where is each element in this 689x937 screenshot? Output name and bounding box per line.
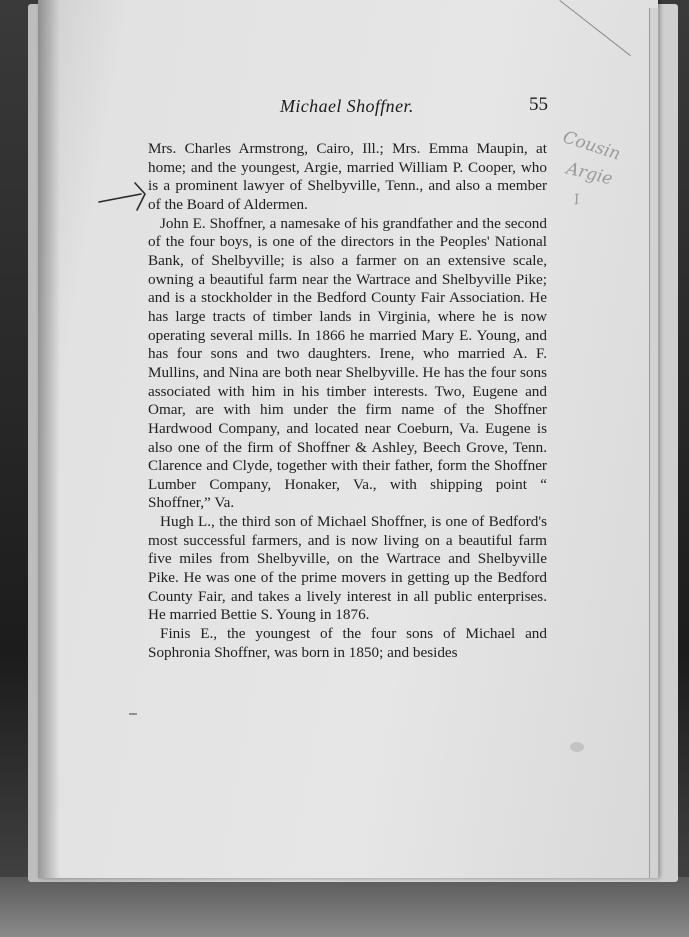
margin-note-line-3: I (572, 191, 581, 209)
page-number: 55 (529, 94, 548, 115)
paragraph-1: Mrs. Charles Armstrong, Cairo, Ill.; Mrs. Emma Maupin, at home; and the youngest, Argie, married William P. Cooper, who is a prominent lawyer of Shelbyville, Tenn., and also a member of the Board of Aldermen. (148, 140, 547, 213)
paragraph-3: Hugh L., the third son of Michael Shoffner, is one of Bedford's most successful farmers, and is now living on a beautiful farm five miles from Shelbyville, on the Wartrace and Shelbyville Pike. He was one of the prime movers in getting up the Bedford County Fair, and takes a lively interest in all public enterprises. He married Bettie S. Young in 1876. (148, 513, 547, 624)
page-edge (649, 8, 659, 878)
gutter-shadow (38, 0, 60, 878)
body-text (148, 140, 547, 662)
paragraph-4: Finis E., the youngest of the four sons of Michael and Sophronia Shoffner, was born in 1850; and besides (148, 625, 547, 661)
margin-note-line-1: Cousin (560, 127, 623, 165)
handwritten-arrow-icon (95, 180, 155, 212)
paper-spot (570, 742, 584, 752)
pencil-margin-note (560, 127, 630, 220)
paragraph-2: John E. Shoffner, a namesake of his grandfather and the second of the four boys, is one of the directors in the Peoples' National Bank, of Shelbyville; is also a farmer on an extensive scale, owning a beautiful farm near the Wartrace and Shelbyville Pike; and is a stockholder in the Bedford County Fair Association. He has large tracts of timber lands in Virginia, where he is now operating several mills. In 1866 he married Mary E. Young, and has four sons and two daughters. Irene, who married A. F. Mullins, and Nina are both near Shelbyville. He has the four sons associated with him in his timber interests. Two, Eugene and Omar, are with him under the firm name of the Shoffner Hardwood Company, and located near Coeburn, Va. Eugene is also one of the firm of Shoffner & Ashley, Beech Grove, Tenn. Clarence and Clyde, together with their father, form the Shoffner Lumber Company, Honaker, Va., with shipping point “ Shoffner,” Va. (148, 214, 547, 512)
margin-note-line-2: Argie (564, 158, 615, 190)
page-header (148, 94, 548, 122)
margin-tick-icon (128, 712, 138, 716)
scanner-bed (0, 877, 689, 937)
running-head: Michael Shoffner. (280, 96, 414, 116)
